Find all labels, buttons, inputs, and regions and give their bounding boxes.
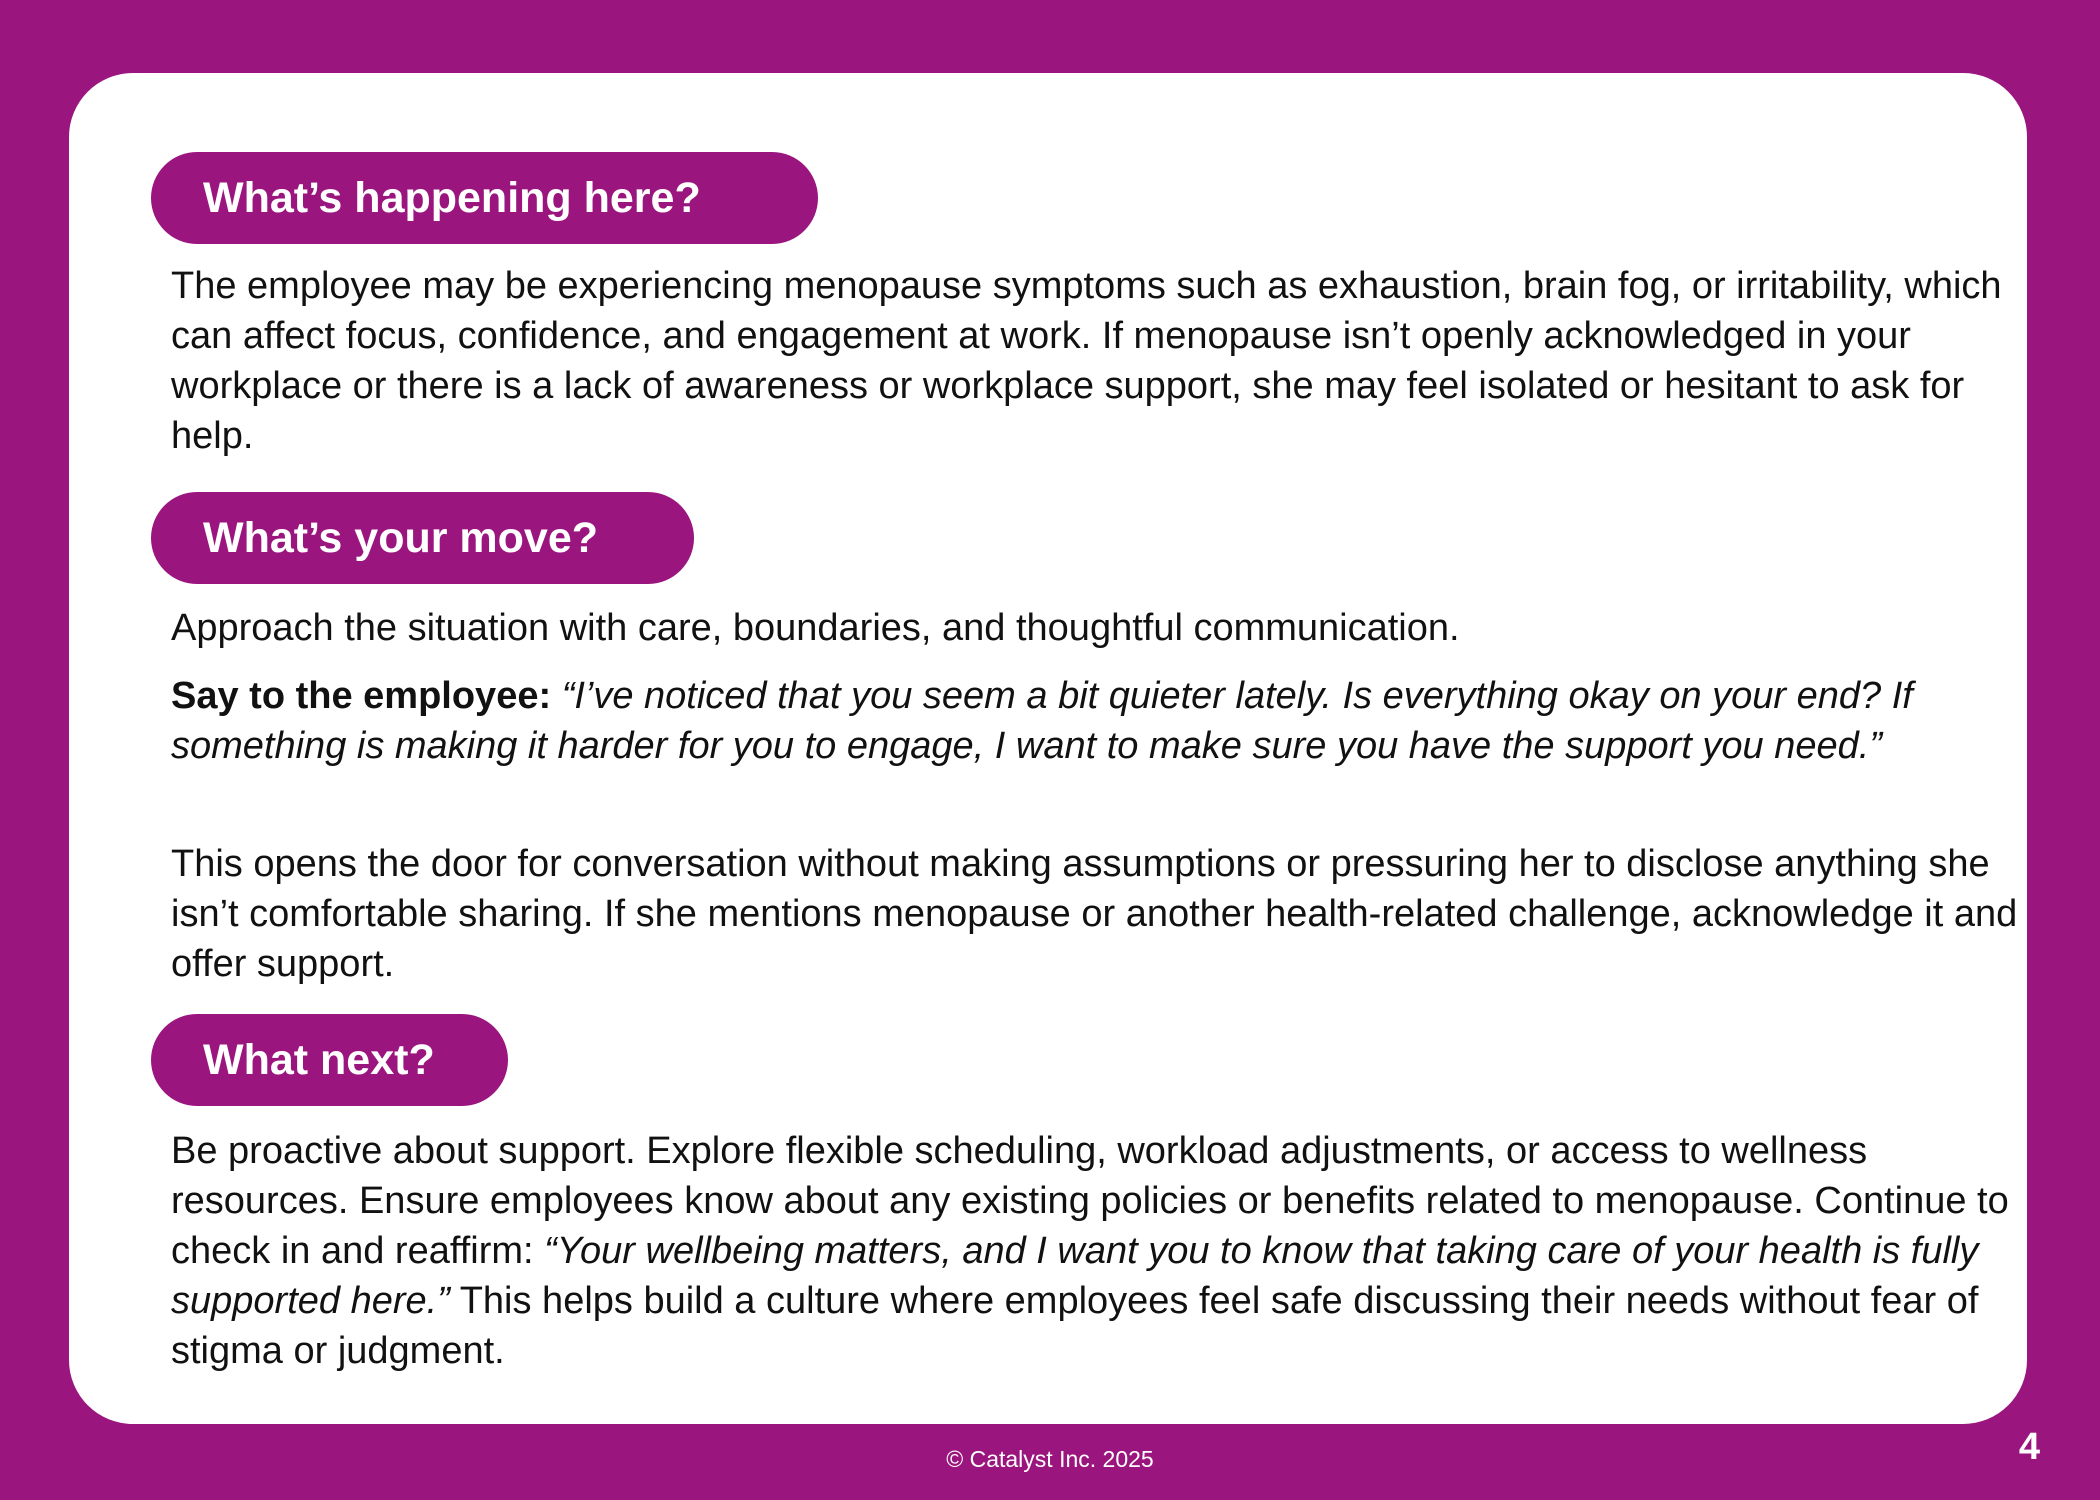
paragraph-whats-happening: The employee may be experiencing menopause symptoms such as exhaustion, brain fog, or irritability, which can affect focus, confidence, and engagement at work. If menopause isn’t openly acknowledged in your workplace or there is a lack of awareness or workplace support, she may feel isolated or hesitant to ask for help. xyxy=(171,265,2002,457)
paragraph-approach: Approach the situation with care, boundaries, and thoughtful communication. xyxy=(171,607,1460,649)
copyright-footer: © Catalyst Inc. 2025 xyxy=(946,1446,1154,1472)
paragraph-say-to-employee xyxy=(171,671,2031,771)
heading-whats-your-move: What’s your move? xyxy=(151,492,694,584)
say-label: Say to the employee: xyxy=(171,675,552,717)
what-next-quote: “Your wellbeing matters, and I want you to know that taking care of your health is fully supported here.” xyxy=(171,1230,1979,1322)
paragraph-what-next xyxy=(171,1126,2031,1376)
what-next-text-end: This helps build a culture where employees feel safe discussing their needs without fear of stigma or judgment. xyxy=(171,1280,1979,1372)
heading-what-next: What next? xyxy=(151,1014,508,1106)
say-quote: “I’ve noticed that you seem a bit quieter lately. Is everything okay on your end? If something is making it harder for you to engage, I want to make sure you have the support you need.” xyxy=(171,675,1913,767)
what-next-text-start: Be proactive about support. Explore flexible scheduling, workload adjustments, or access to wellness resources. Ensure employees know about any existing policies or benefits related to menopause. Continue to check in and reaffirm: xyxy=(171,1130,2009,1272)
content-card xyxy=(69,73,2027,1424)
paragraph-opens-door: This opens the door for conversation without making assumptions or pressuring her to disclose anything she isn’t comfortable sharing. If she mentions menopause or another health-related challenge, acknowledge it and offer support. xyxy=(171,843,2018,985)
heading-whats-happening: What’s happening here? xyxy=(151,152,818,244)
page-number: 4 xyxy=(2018,1426,2040,1468)
